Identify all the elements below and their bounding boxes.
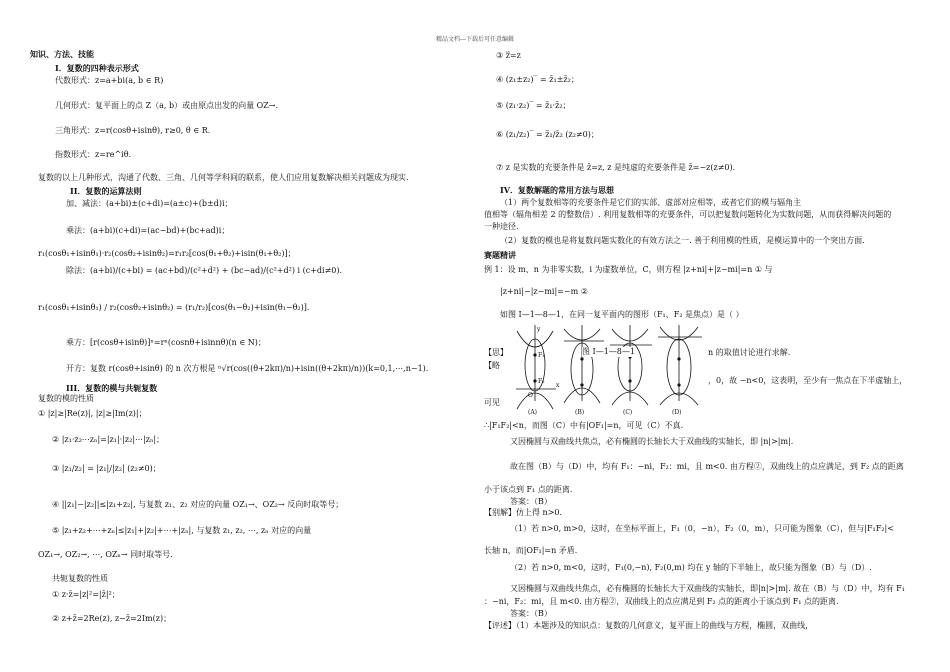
s3-conj-heading: 共轭复数的性质 — [52, 574, 108, 583]
s3-prop-5b: OZ₁→, OZ₂→, ⋯, OZₙ→ 同时取等号. — [38, 550, 173, 559]
answer-1: 答案：（B） — [510, 497, 552, 506]
s4-p1a: （1）两个复数相等的充要条件是它们的实部、虚部对应相等，或者它们的模与辐角主 — [500, 198, 802, 207]
fig-origin: O — [528, 392, 533, 399]
ex1-line-a: 例 1：设 m、n 为非零实数，i 为虚数单位，C，则方程 |z+ni|+|z−mi|=n ① 与 — [484, 265, 773, 274]
section-title: 知识、方法、技能 — [30, 49, 94, 59]
panel-a — [516, 325, 556, 409]
s2-div: 除法：(a+bi)/(c+bi) = (ac+bd)/(c²+d²) + (bc−ad)/(c²+d²) i (c+di≠0). — [66, 266, 343, 275]
sol-line-2: 又因椭圆与双曲线共焦点，必有椭圆的长轴长大于双曲线的实轴长，即 |n|>|m|. — [510, 437, 794, 446]
page-header: 精品文档---下载后可任意编辑 — [435, 36, 515, 43]
s1-note: 复数的以上几种形式，沟通了代数、三角、几何等学科间的联系，使人们应用复数解决相关问题成为现实. — [38, 173, 409, 182]
s1-title: I．复数的四种表示形式 — [55, 63, 139, 73]
si-label: 【思】 — [484, 348, 508, 357]
conj-4: ④ (z₁±z₂)‾ = z̄₁±z̄₂； — [496, 75, 579, 84]
bie-line-3: （2）若 n>0, m<0，这时，F₁(0,−n), F₂(0,m) 均在 y 轴的下半轴上，故只能为图象（B）与（D）. — [510, 563, 872, 572]
s3-prop-2: ② |z₁·z₂⋯zₙ|=|z₁|·|z₂|⋯|zₙ|； — [52, 435, 165, 444]
s1-geometric: 几何形式：复平面上的点 Z（a, b）或由原点出发的向量 OZ→. — [55, 101, 278, 110]
sol-line-3: 故在图（B）与（D）中，均有 F₁：−ni，F₂：mi，且 m<0. 由方程②，双曲线上的点应满足，到 F₂ 点的距离 — [510, 462, 904, 471]
fig-f2: F₂ — [538, 378, 545, 385]
s3-prop-1: ① |z|≥|Re(z)|, |z|≥|Im(z)|； — [38, 409, 147, 418]
bie-line-1: （1）若 n>0, m>0，这时，在坐标平面上，F₁（0，−n），F₂（0，m），只可能为图象（C），但与|F₁F₂|< — [510, 524, 894, 533]
figure-caption: 图 I—1—8—1 — [582, 347, 635, 356]
ping-shu: 【评述】（1）本题涉及的知识点：复数的几何意义，复平面上的曲线与方程，椭圆，双曲线， — [484, 621, 814, 630]
fig-label-c: (C) — [623, 409, 633, 415]
sol-line-4: 小于该点到 F₁ 点的距离. — [484, 485, 573, 494]
s4-p1b: 值相等（辐角相差 2 的整数倍）. 利用复数相等的充要条件，可以把复数问题转化为实数问题，从而获得解决问题的 — [484, 210, 892, 219]
si-tail: n 的取值讨论进行求解. — [708, 348, 791, 357]
panel-b — [564, 325, 604, 403]
s2-pow: 乘方：[r(cosθ+isinθ)]ⁿ=rⁿ(cosnθ+isinnθ)(n ∈ N)； — [66, 338, 266, 347]
ex1-line-b: |z+ni|−|z−mi|=−m ② — [500, 287, 588, 296]
s3-conj-2: ② z+z̄=2Re(z), z−z̄=2Im(z)； — [52, 614, 172, 623]
s3-prop-5: ⑤ |z₁+z₂+⋯+zₙ|≤|z₁|+|z₂|+⋯+|zₙ|, 与复数 z₁, z₂, ⋯, zₙ 对应的向量 — [52, 526, 312, 535]
answer-2: 答案：（B） — [510, 609, 552, 618]
sai-title: 赛题精讲 — [484, 250, 516, 260]
conj-7: ⑦ z 是实数的充要条件是 z̄=z, z 是纯虚的充要条件是 z̄=−z(z≠0). — [496, 163, 736, 172]
fig-f1: F₁ — [538, 352, 545, 359]
bie-title: 【别解】仿上得 n>0. — [484, 508, 563, 517]
s3-mod-heading: 复数的模的性质 — [38, 394, 94, 403]
s1-algebraic: 代数形式：z=a+bi(a, b ∈ R) — [55, 76, 164, 85]
panel-c — [610, 325, 652, 405]
s1-trig: 三角形式：z=r(cosθ+isinθ), r≥0, θ ∈ R. — [55, 126, 211, 135]
fig-y-axis: y — [537, 326, 541, 333]
s1-exponential: 指数形式：z=re^iθ. — [55, 150, 132, 159]
lue-tail: ，0，故 −n<0，这表明，至少有一焦点在下半虚轴上， — [708, 376, 908, 385]
s4-p1c: 一种途径. — [484, 222, 519, 231]
ex1-line-c: 如图 I—1—8—1，在同一复平面内的图形（F₁、F₂ 是焦点）是（ ） — [500, 310, 744, 319]
s2-mul-trig: r₁(cosθ₁+isinθ₁)·r₂(cosθ₂+isinθ₂)=r₁r₂[cos(θ₁+θ₂)+isin(θ₁+θ₂)]； — [38, 249, 296, 258]
bie-line-2: 长轴 n，而|OF₁|=n 矛盾. — [484, 546, 578, 555]
s2-mul: 乘法：(a+bi)(c+di)=(ac−bd)+(bc+ad)i； — [66, 226, 230, 235]
s3-title: III．复数的模与共轭复数 — [66, 383, 158, 393]
s2-add: 加、减法：(a+bi)±(c+di)=(a±c)+(b±d)i； — [66, 199, 233, 208]
s3-prop-3: ③ |z₁/z₂| = |z₁|/|z₂| (z₂≠0)； — [52, 464, 161, 473]
conj-5: ⑤ (z₁·z₂)‾ = z̄₁·z̄₂； — [496, 101, 571, 110]
s4-title: IV．复数解题的常用方法与思想 — [500, 185, 614, 195]
s2-title: II．复数的运算法则 — [70, 186, 142, 196]
lue-label: 【略 — [484, 361, 500, 370]
s2-root: 开方：复数 r(cosθ+isinθ) 的 n 次方根是 ⁿ√r(cos((θ+2kπ)/n)+isin((θ+2kπ)/n))(k=0,1,⋯,n−1). — [66, 364, 429, 373]
s3-prop-4: ④ ||z₁|−|z₂||≤|z₁+z₂|, 与复数 z₁、z₂ 对应的向量 OZ₁→、OZ₂→ 反向时取等号； — [52, 500, 344, 509]
bie-line-4: 又因椭圆与双曲线共焦点，必有椭圆的长轴长大于双曲线的实轴长，即|n|>|m|. 故在（B）与（D）中，均有 F₁ — [510, 584, 905, 593]
s2-div-trig: r₁(cosθ₁+isinθ₁) / r₂(cosθ₂+isinθ₂) = (r₁/r₂)[cos(θ₁−θ₂)+isin(θ₁−θ₂)]. — [38, 303, 310, 312]
sol-line-1: ∴|F₁F₂|<n，而图（C）中有|OF₁|=n，可见（C）不真. — [484, 421, 684, 430]
bie-line-5: ：−ni，F₂：mi，且 m<0. 由方程②，双曲线上的点应满足到 F₂ 点的距离小于该点到 F₁ 点的距离. — [484, 597, 839, 606]
s4-p2: （2）复数的模也是将复数问题实数化的有效方法之一. 善于利用模的性质，是模运算中的一个突出方面. — [500, 236, 865, 245]
panel-d — [658, 325, 702, 405]
fig-label-b: (B) — [575, 409, 585, 415]
fig-x-axis: x — [556, 382, 560, 389]
kejian: 可见 — [484, 398, 500, 407]
conj-6: ⑥ (z₁/z₂)‾ = z̄₁/z̄₂ (z₂≠0)； — [496, 130, 599, 139]
conj-3: ③ z̿=z — [496, 51, 521, 60]
fig-label-d: (D) — [672, 409, 682, 415]
figure-ellipses — [512, 323, 707, 415]
s3-conj-1: ① z·z̄=|z|²=|z̄|²； — [52, 590, 120, 599]
figure-svg — [512, 323, 707, 415]
fig-label-a: (A) — [528, 409, 538, 415]
